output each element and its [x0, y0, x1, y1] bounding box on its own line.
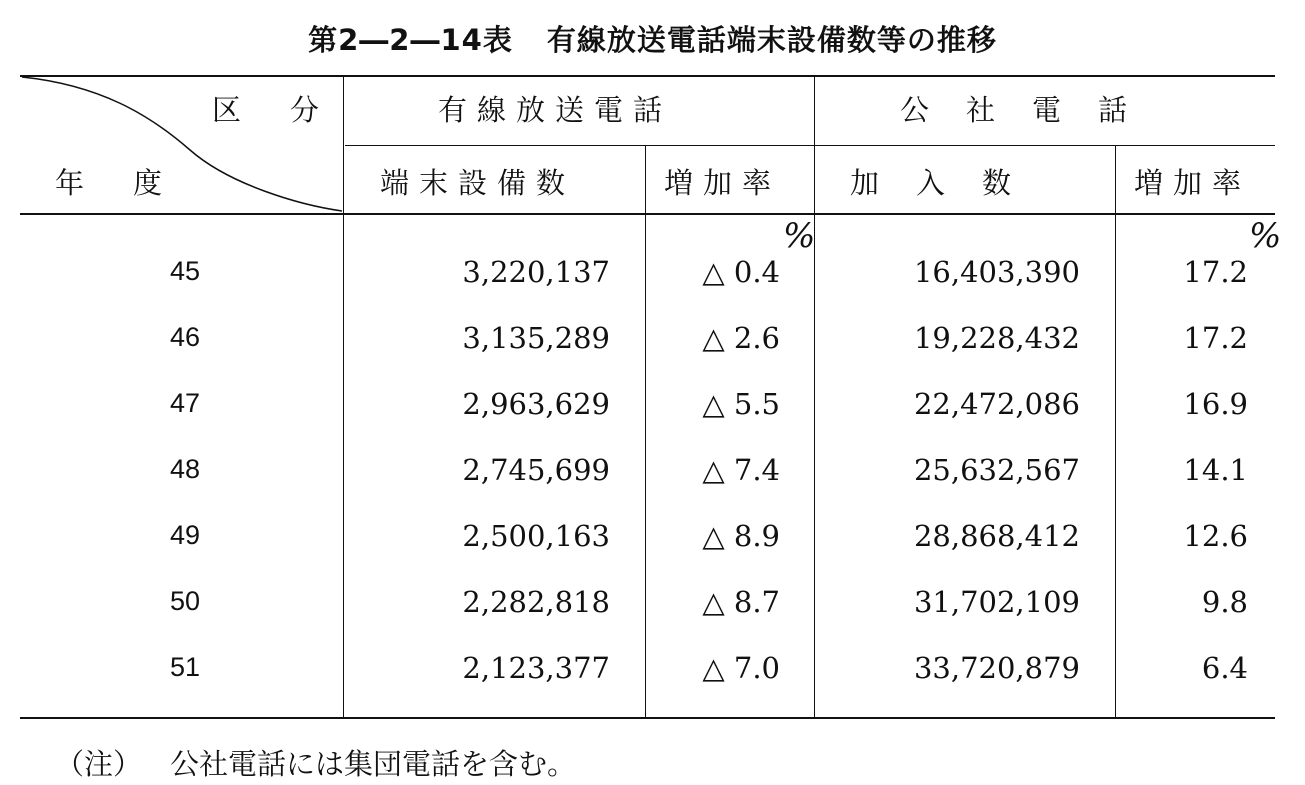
year-cell: 48: [170, 454, 201, 484]
year-cell: 46: [170, 322, 201, 352]
subscriber-rate-cell: 9.8: [1201, 585, 1248, 619]
subscribers-cell: 31,702,109: [913, 585, 1080, 619]
header-subscriber-rate: 増加率: [1134, 166, 1252, 200]
terminal-rate-cell: △ 8.7: [702, 585, 780, 619]
subscribers-cell: 28,868,412: [913, 519, 1080, 553]
table-title-text: 有線放送電話端末設備数等の推移: [546, 23, 997, 57]
terminals-cell: 2,745,699: [462, 453, 610, 487]
terminals-cell: 2,963,629: [462, 387, 610, 421]
header-terminal-rate: 増加率: [664, 166, 782, 200]
terminal-rate-cell: △ 8.9: [702, 519, 780, 553]
percent-unit-2: %: [1249, 216, 1282, 256]
year-cell: 50: [170, 586, 201, 616]
terminals-cell: 3,135,289: [462, 321, 610, 355]
header-col-label: 年 度: [55, 166, 173, 200]
terminals-cell: 2,123,377: [462, 651, 610, 685]
subscribers-cell: 19,228,432: [913, 321, 1080, 355]
terminals-cell: 3,220,137: [462, 255, 610, 289]
year-cell: 51: [170, 652, 201, 682]
subscriber-rate-cell: 12.6: [1183, 519, 1248, 553]
header-subscribers: 加 入 数: [850, 166, 1016, 200]
subscriber-rate-cell: 6.4: [1201, 651, 1248, 685]
col-divider-rate2: [1115, 146, 1116, 717]
subscribers-cell: 16,403,390: [913, 255, 1080, 289]
terminal-rate-cell: △ 5.5: [702, 387, 780, 421]
subscriber-rate-cell: 14.1: [1183, 453, 1248, 487]
terminal-rate-cell: △ 7.4: [702, 453, 780, 487]
table-number: 第2―2―14表: [308, 23, 513, 57]
header-group-cable-phone: 有線放送電話: [438, 93, 673, 127]
terminal-rate-cell: △ 2.6: [702, 321, 780, 355]
subscriber-rate-cell: 16.9: [1183, 387, 1248, 421]
note-label: （注）: [55, 747, 143, 781]
year-cell: 47: [170, 388, 201, 418]
terminal-rate-cell: △ 0.4: [702, 255, 780, 289]
table-note: [55, 742, 576, 783]
subscriber-rate-cell: 17.2: [1183, 255, 1248, 289]
header-group-public-phone: 公 社 電 話: [900, 93, 1132, 127]
table-title: [0, 18, 1305, 59]
header-row-label: 区 分: [212, 93, 330, 127]
bottom-rule: [20, 717, 1275, 719]
subscribers-cell: 25,632,567: [913, 453, 1080, 487]
group-rule: [345, 145, 1275, 146]
subscriber-rate-cell: 17.2: [1183, 321, 1248, 355]
subscribers-cell: 33,720,879: [913, 651, 1080, 685]
note-text: 公社電話には集団電話を含む。: [170, 747, 577, 781]
col-divider-rate1: [645, 146, 646, 717]
year-cell: 49: [170, 520, 201, 550]
col-divider-group: [814, 77, 815, 717]
percent-unit-1: %: [783, 216, 816, 256]
subscribers-cell: 22,472,086: [913, 387, 1080, 421]
year-cell: 45: [170, 256, 201, 286]
terminals-cell: 2,282,818: [462, 585, 610, 619]
terminal-rate-cell: △ 7.0: [702, 651, 780, 685]
header-terminals: 端末設備数: [380, 166, 576, 200]
terminals-cell: 2,500,163: [462, 519, 610, 553]
